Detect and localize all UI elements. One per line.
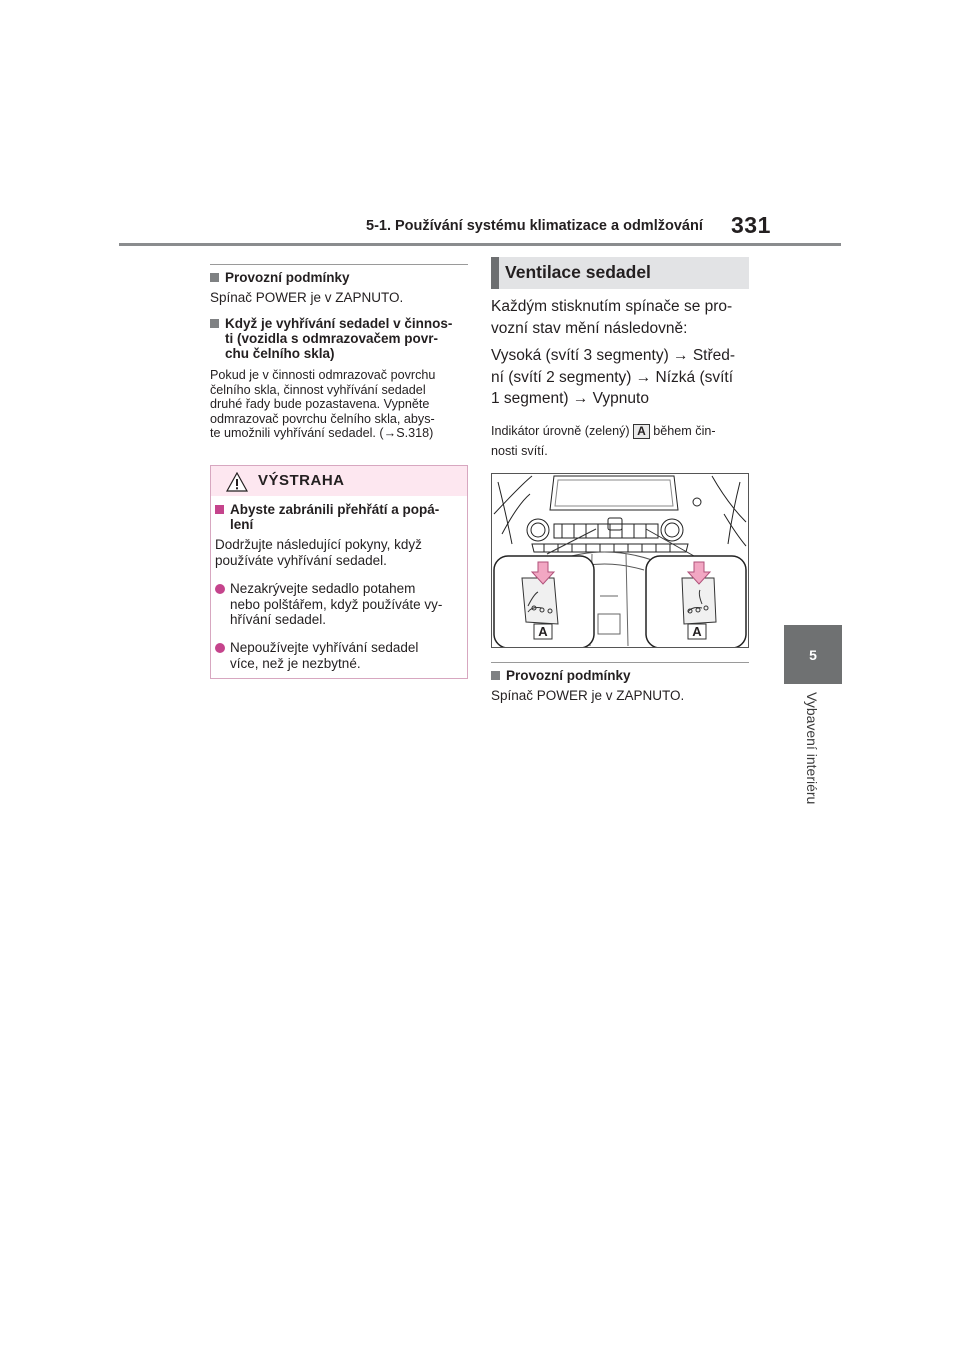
- square-bullet-icon: [210, 319, 219, 328]
- chapter-number: 5: [809, 646, 817, 663]
- round-bullet-icon: [215, 643, 225, 653]
- figure-label-a-right: A: [692, 624, 702, 639]
- square-bullet-icon: [210, 273, 219, 282]
- chapter-tab: [784, 625, 842, 684]
- right-block-heading: Provozní podmínky: [491, 668, 631, 683]
- left-block2-text: Pokud je v činnosti odmrazovač povrchu čelního skla, činnost vyhřívání sedadel druhé řady bude pozastavena. Vypněte odmrazovač povrchu čelního skla, abys- te umožnili vyhřívání sedadel. (→S.318): [210, 368, 436, 440]
- mode-sequence-text: Vysoká (svítí 3 segmenty) → Střed- ní (svítí 2 segmenty) → Nízká (svítí 1 segment) → Vypnuto: [491, 347, 736, 407]
- section-title: Ventilace sedadel: [505, 262, 651, 282]
- block-rule: [210, 264, 468, 265]
- left-block2-heading: Když je vyhřívání sedadel v činnos- ti (vozidla s odmrazovačem povr- chu čelního skla): [210, 316, 468, 361]
- dashboard-illustration: [491, 473, 749, 648]
- block-rule: [491, 662, 749, 663]
- left-block1-heading: Provozní podmínky: [210, 270, 350, 285]
- label-a-badge: A: [633, 424, 650, 439]
- figure-label-a-left: A: [538, 624, 548, 639]
- running-header-title: 5-1. Používání systému klimatizace a odmlžování: [366, 218, 703, 234]
- console-drawing: [492, 474, 748, 647]
- left-block1-text: Spínač POWER je v ZAPNUTO.: [210, 290, 404, 305]
- section-header-bar: [491, 257, 499, 289]
- warning-text: Dodržujte následující pokyny, když používáte vyhřívání sedadel.: [215, 537, 422, 568]
- warning-triangle-icon: [226, 472, 248, 492]
- warning-bullet-2: Nepoužívejte vyhřívání sedadel více, než je nezbytné.: [215, 640, 467, 671]
- right-block-text: Spínač POWER je v ZAPNUTO.: [491, 688, 685, 703]
- intro-text: Každým stisknutím spínače se pro- vozní stav mění následovně:: [491, 298, 733, 337]
- square-bullet-icon: [491, 671, 500, 680]
- header-rule: [119, 243, 841, 246]
- indicator-text: Indikátor úrovně (zelený) A během čin- nosti svítí.: [491, 424, 716, 458]
- warning-title: VÝSTRAHA: [258, 472, 345, 489]
- warning-bullet-1: Nezakrývejte sedadlo potahem nebo polštářem, když používáte vy- hřívání sedadel.: [215, 581, 467, 628]
- chapter-label: Vybavení interiéru: [804, 692, 820, 805]
- page-number: 331: [731, 212, 771, 238]
- warning-heading: Abyste zabránili přehřátí a popá- lení: [215, 502, 467, 532]
- square-bullet-icon: [215, 505, 224, 514]
- round-bullet-icon: [215, 584, 225, 594]
